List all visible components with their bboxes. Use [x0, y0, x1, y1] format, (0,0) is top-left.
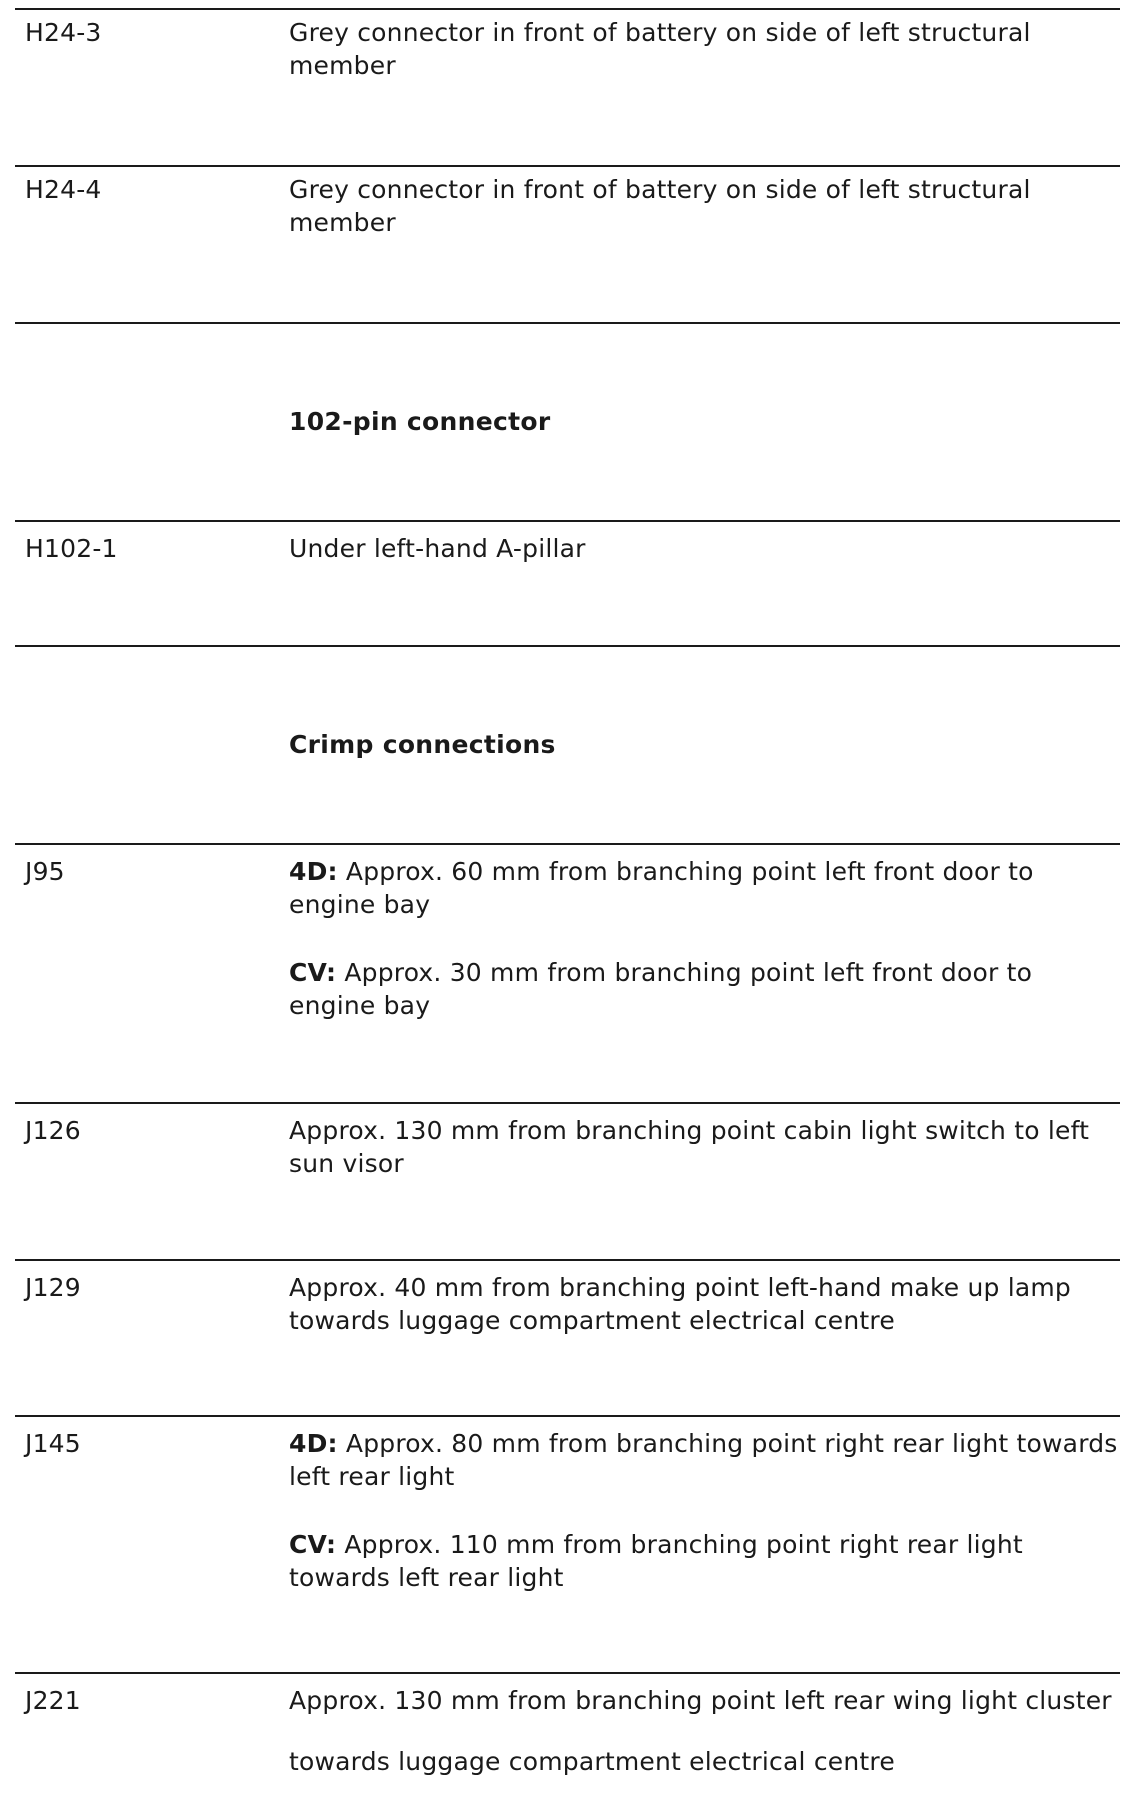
- connector-location: Grey connector in front of battery on side of left structural member: [289, 175, 1031, 237]
- connector-code: J221: [25, 1686, 81, 1715]
- variant-text: Approx. 80 mm from branching point right rear light towards left rear light: [289, 1429, 1118, 1491]
- connector-code: J126: [25, 1116, 81, 1145]
- connector-location: Approx. 130 mm from branching point left rear wing light cluster towards luggage compartment electrical centre: [289, 1686, 1112, 1776]
- section-heading-row: [15, 645, 1120, 759]
- connector-location: [289, 855, 1119, 1022]
- variant-paragraph: [289, 1427, 1119, 1493]
- table-row: [15, 1102, 1120, 1178]
- connector-code: J129: [25, 1273, 81, 1302]
- connector-code: J145: [25, 1429, 81, 1458]
- table-row: [15, 1672, 1120, 1776]
- variant-text: Approx. 30 mm from branching point left front door to engine bay: [289, 958, 1033, 1020]
- variant-text: Approx. 110 mm from branching point right rear light towards left rear light: [289, 1530, 1023, 1592]
- connector-code: H24-3: [25, 18, 102, 47]
- connector-location: Under left-hand A-pillar: [289, 534, 586, 563]
- variant-paragraph: [289, 1528, 1119, 1594]
- section-heading: 102-pin connector: [289, 407, 551, 436]
- variant-prefix: 4D:: [289, 857, 338, 886]
- section-heading: Crimp connections: [289, 730, 556, 759]
- connector-location: [289, 1427, 1119, 1594]
- table-row: [15, 165, 1120, 237]
- table-row: [15, 1259, 1120, 1335]
- connector-code: H102-1: [25, 534, 118, 563]
- connector-code: H24-4: [25, 175, 102, 204]
- variant-paragraph: [289, 855, 1119, 921]
- variant-prefix: CV:: [289, 958, 337, 987]
- table-row: [15, 520, 1120, 563]
- variant-prefix: 4D:: [289, 1429, 338, 1458]
- connector-code: J95: [25, 857, 65, 886]
- table-row: [15, 1415, 1120, 1592]
- connector-location: Approx. 130 mm from branching point cabin light switch to left sun visor: [289, 1116, 1090, 1178]
- variant-prefix: CV:: [289, 1530, 337, 1559]
- connector-location: Approx. 40 mm from branching point left-hand make up lamp towards luggage compartment electrical centre: [289, 1273, 1072, 1335]
- section-heading-row: [15, 322, 1120, 436]
- variant-text: Approx. 60 mm from branching point left front door to engine bay: [289, 857, 1034, 919]
- variant-paragraph: [289, 956, 1119, 1022]
- table-row: [15, 843, 1120, 1020]
- connector-location: Grey connector in front of battery on side of left structural member: [289, 18, 1031, 80]
- table-row: [15, 8, 1120, 80]
